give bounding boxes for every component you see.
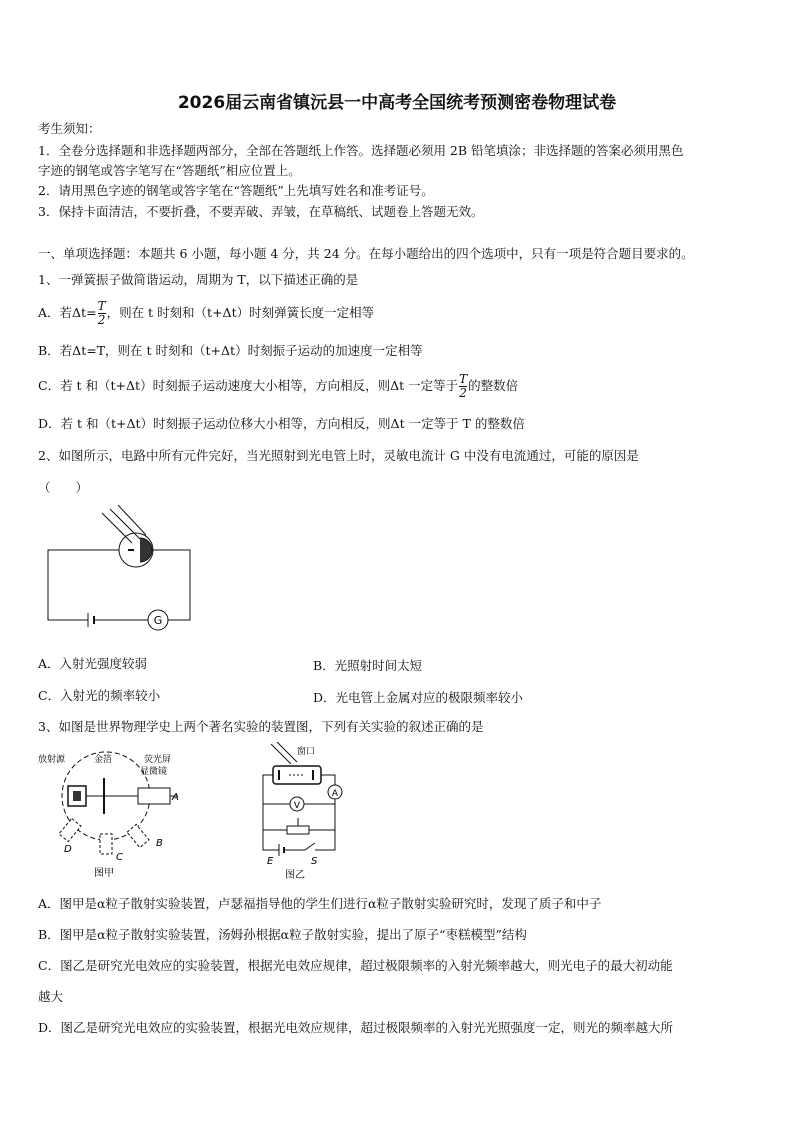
label-d: D bbox=[64, 844, 72, 855]
question-1-option-d: D．若 t 和（t+Δt）时刻振子运动位移大小相等，方向相反，则Δt 一定等于 T 的整数倍 bbox=[38, 416, 525, 431]
option-c-prefix: C．若 t 和（t+Δt）时刻振子运动速度大小相等，方向相反，则Δt 一定等于 bbox=[38, 378, 459, 393]
page-title: 2026届云南省镇沅县一中高考全国统考预测密卷物理试卷 bbox=[177, 93, 617, 113]
question-1-option-b: B．若Δt=T，则在 t 时刻和（t+Δt）时刻振子运动的加速度一定相等 bbox=[38, 343, 423, 358]
label-c: C bbox=[116, 852, 123, 863]
microscope-b bbox=[127, 824, 149, 847]
incident-light bbox=[271, 744, 291, 764]
label-microscope: 显微镜 bbox=[140, 767, 168, 777]
label-source: 放射源 bbox=[38, 755, 66, 765]
question-3-stem: 3、如图是世界物理学史上两个著名实验的装置图，下列有关实验的叙述正确的是 bbox=[38, 719, 484, 734]
fraction-denominator: 2 bbox=[97, 313, 106, 327]
question-1-option-a bbox=[38, 298, 756, 328]
question-2-option-c: C．入射光的频率较小 bbox=[38, 688, 161, 703]
section-heading: 一、单项选择题：本题共 6 小题，每小题 4 分，共 24 分。在每小题给出的四个选项中，只有一项是符合题目要求的。 bbox=[38, 246, 694, 261]
fraction-numerator: T bbox=[97, 299, 106, 313]
question-3-option-c-line-2: 越大 bbox=[38, 989, 64, 1004]
microscope-d bbox=[59, 818, 81, 841]
fraction-numerator: T bbox=[459, 372, 468, 386]
label-e: E bbox=[267, 856, 274, 867]
option-a-prefix: A．若Δt= bbox=[38, 305, 97, 320]
question-1-stem: 1、一弹簧振子做简谐运动，周期为 T，以下描述正确的是 bbox=[38, 272, 359, 287]
radiation-source bbox=[73, 791, 81, 801]
phototube-cathode bbox=[140, 538, 152, 562]
question-2-option-a: A．入射光强度较弱 bbox=[38, 656, 148, 671]
question-2-option-b: B．光照射时间太短 bbox=[313, 658, 423, 673]
photoelectric-apparatus bbox=[255, 742, 355, 880]
option-c-suffix: 的整数倍 bbox=[468, 378, 519, 393]
galvanometer-label: G bbox=[153, 614, 163, 627]
photocell-circuit-diagram bbox=[40, 505, 210, 640]
rheostat bbox=[287, 826, 309, 834]
question-2-answer-paren: （ ） bbox=[38, 480, 89, 495]
label-window: 窗口 bbox=[297, 747, 316, 757]
figure-jia-caption: 图甲 bbox=[94, 868, 114, 879]
fraction-t-over-2 bbox=[459, 373, 467, 400]
label-b: B bbox=[156, 838, 163, 849]
fraction-t-over-2 bbox=[98, 300, 106, 327]
notice-item-3: 3．保持卡面清洁，不要折叠，不要弄破、弄皱，在草稿纸、试题卷上答题无效。 bbox=[38, 204, 484, 219]
label-a: A bbox=[172, 792, 179, 803]
circuit-left bbox=[263, 775, 279, 850]
label-s: S bbox=[311, 856, 318, 867]
incident-light bbox=[277, 742, 297, 762]
microscope-c bbox=[100, 834, 112, 854]
label-screen: 荧光屏 bbox=[144, 755, 172, 765]
fraction-denominator: 2 bbox=[459, 386, 467, 400]
alpha-scattering-apparatus bbox=[38, 748, 188, 880]
question-3-option-a: A．图甲是α粒子散射实验装置，卢瑟福指导他的学生们进行α粒子散射实验研究时，发现了质子和中子 bbox=[38, 896, 602, 911]
switch bbox=[305, 843, 315, 850]
ammeter-label: A bbox=[331, 789, 339, 799]
voltmeter-label: V bbox=[293, 801, 301, 811]
circuit-wire-right bbox=[153, 550, 190, 620]
notice-item-1-line-1: 1．全卷分选择题和非选择题两部分，全部在答题纸上作答。选择题必须用 2B 铅笔填涂；非选择题的答案必须用黑色 bbox=[38, 143, 684, 158]
microscope-a bbox=[138, 788, 170, 804]
question-3-option-c-line-1: C．图乙是研究光电效应的实验装置，根据光电效应规律，超过极限频率的入射光频率越大，则光电子的最大初动能 bbox=[38, 958, 673, 973]
figure-yi-caption: 图乙 bbox=[285, 870, 305, 880]
light-ray bbox=[102, 513, 132, 543]
question-1-option-c bbox=[38, 371, 756, 401]
question-3-option-b: B．图甲是α粒子散射实验装置，汤姆孙根据α粒子散射实验，提出了原子“枣糕模型”结构 bbox=[38, 927, 527, 942]
question-2-option-d: D．光电管上金属对应的极限频率较小 bbox=[313, 690, 524, 705]
question-2-stem: 2、如图所示，电路中所有元件完好，当光照射到光电管上时，灵敏电流计 G 中没有电流通过，可能的原因是 bbox=[38, 448, 639, 463]
notice-item-1-line-2: 字迹的钢笔或答字笔写在“答题纸”相应位置上。 bbox=[38, 163, 301, 178]
label-foil: 金箔 bbox=[94, 755, 113, 765]
notice-heading: 考生须知： bbox=[38, 121, 101, 136]
option-a-suffix: ，则在 t 时刻和（t+Δt）时刻弹簧长度一定相等 bbox=[106, 305, 375, 320]
notice-item-2: 2．请用黑色字迹的钢笔或答字笔在“答题纸”上先填写姓名和准考证号。 bbox=[38, 183, 434, 198]
question-3-option-d: D．图乙是研究光电效应的实验装置，根据光电效应规律，超过极限频率的入射光光照强度一定，则光的频率越大所 bbox=[38, 1020, 674, 1035]
circuit-wire-left bbox=[48, 550, 119, 620]
